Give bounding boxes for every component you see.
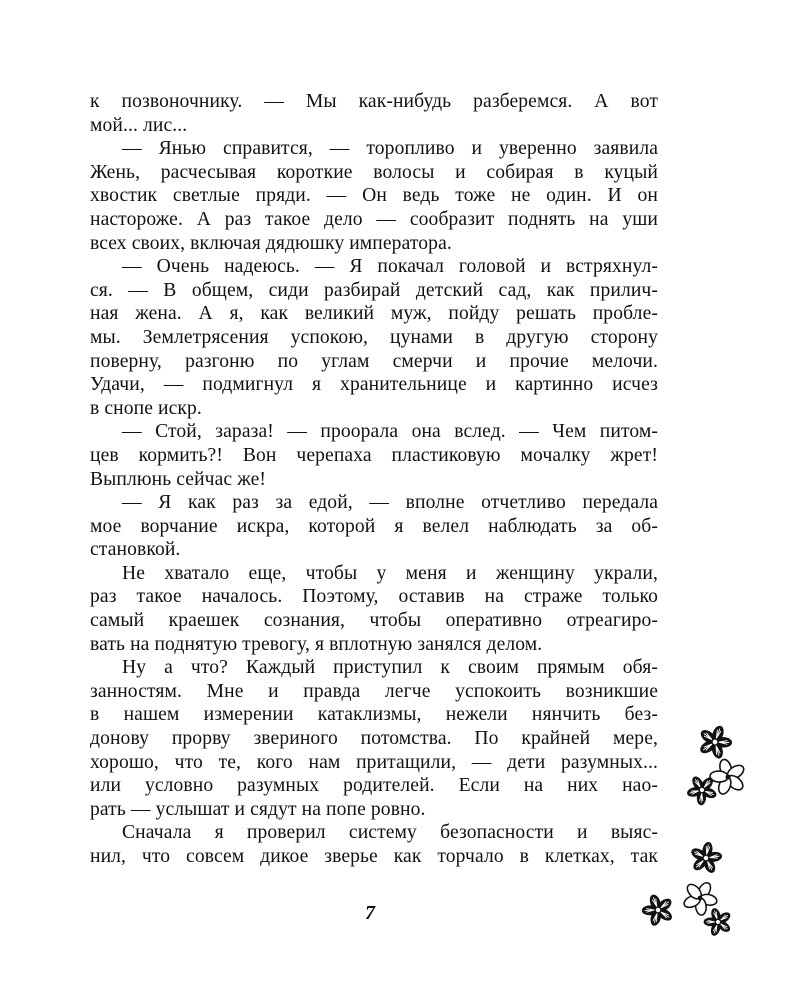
text-line: рать — услышат и сядут на попе ровно. <box>90 798 426 820</box>
text-line: Ну а что? Каждый приступил к своим прямым обя- <box>122 657 658 679</box>
text-line: самый краешек сознания, чтобы оперативно отреагиро- <box>90 610 658 632</box>
text-line: нил, что совсем дикое зверье как торчало в клетках, так <box>90 846 658 867</box>
text-line: в нашем измерении катаклизмы, нежели нянчить без- <box>90 704 658 726</box>
text-line: занностям. Мне и правда легче успокоить возникшие <box>90 680 658 702</box>
text-line: — Очень надеюсь. — Я покачал головой и встряхнул- <box>122 256 658 278</box>
text-line: — Стой, зараза! — проорала она вслед. — Чем питом- <box>122 421 658 443</box>
text-line: становкой. <box>90 539 181 561</box>
text-line: мой... лис... <box>90 114 188 136</box>
text-line: вать на поднятую тревогу, я вплотную занялся делом. <box>90 633 543 655</box>
text-line: ная жена. А я, как великий муж, пойду решать пробле- <box>90 303 658 325</box>
text-line: — Янью справится, — торопливо и уверенно заявила <box>122 138 658 160</box>
text-line: — Я как раз за едой, — вполне отчетливо передала <box>122 492 658 514</box>
page-number: 7 <box>365 902 375 924</box>
text-line: Удачи, — подмигнул я хранительнице и картинно исчез <box>90 374 658 396</box>
text-line: Выплюнь сейчас же! <box>90 468 267 490</box>
text-line: настороже. А раз такое дело — сообразит поднять на уши <box>90 208 658 230</box>
text-line: хорошо, что те, кого нам притащили, — дети разумных... <box>90 751 658 773</box>
text-line: ся. — В общем, сиди разбирай детский сад, как прилич- <box>90 279 658 301</box>
text-line: донову прорву звериного потомства. По крайней мере, <box>90 728 658 750</box>
text-line: всех своих, включая дядюшку императора. <box>90 232 452 254</box>
text-line: к позвоночнику. — Мы как-нибудь разберемся. А вот <box>90 91 658 112</box>
text-line: мое ворчание искра, которой я велел наблюдать за об- <box>90 515 658 537</box>
text-line: Не хватало еще, чтобы у меня и женщину украли, <box>122 562 658 584</box>
text-line: цев кормить?! Вон черепаха пластиковую мочалку жрет! <box>90 444 658 466</box>
text-line: хвостик светлые пряди. — Он ведь тоже не один. И он <box>90 185 658 207</box>
text-line: Сначала я проверил систему безопасности и выяс- <box>122 822 658 844</box>
text-line: или условно разумных родителей. Если на них нао- <box>90 775 658 797</box>
text-line: Жень, расчесывая короткие волосы и собирая в куцый <box>90 161 658 183</box>
text-line: раз такое началось. Поэтому, оставив на страже только <box>90 586 658 608</box>
text-line: в снопе искр. <box>90 397 202 419</box>
text-line: мы. Землетрясения успокою, цунами в другую сторону <box>90 326 658 348</box>
text-line: поверну, разгоню по углам смерчи и прочие мелочи. <box>90 350 658 372</box>
